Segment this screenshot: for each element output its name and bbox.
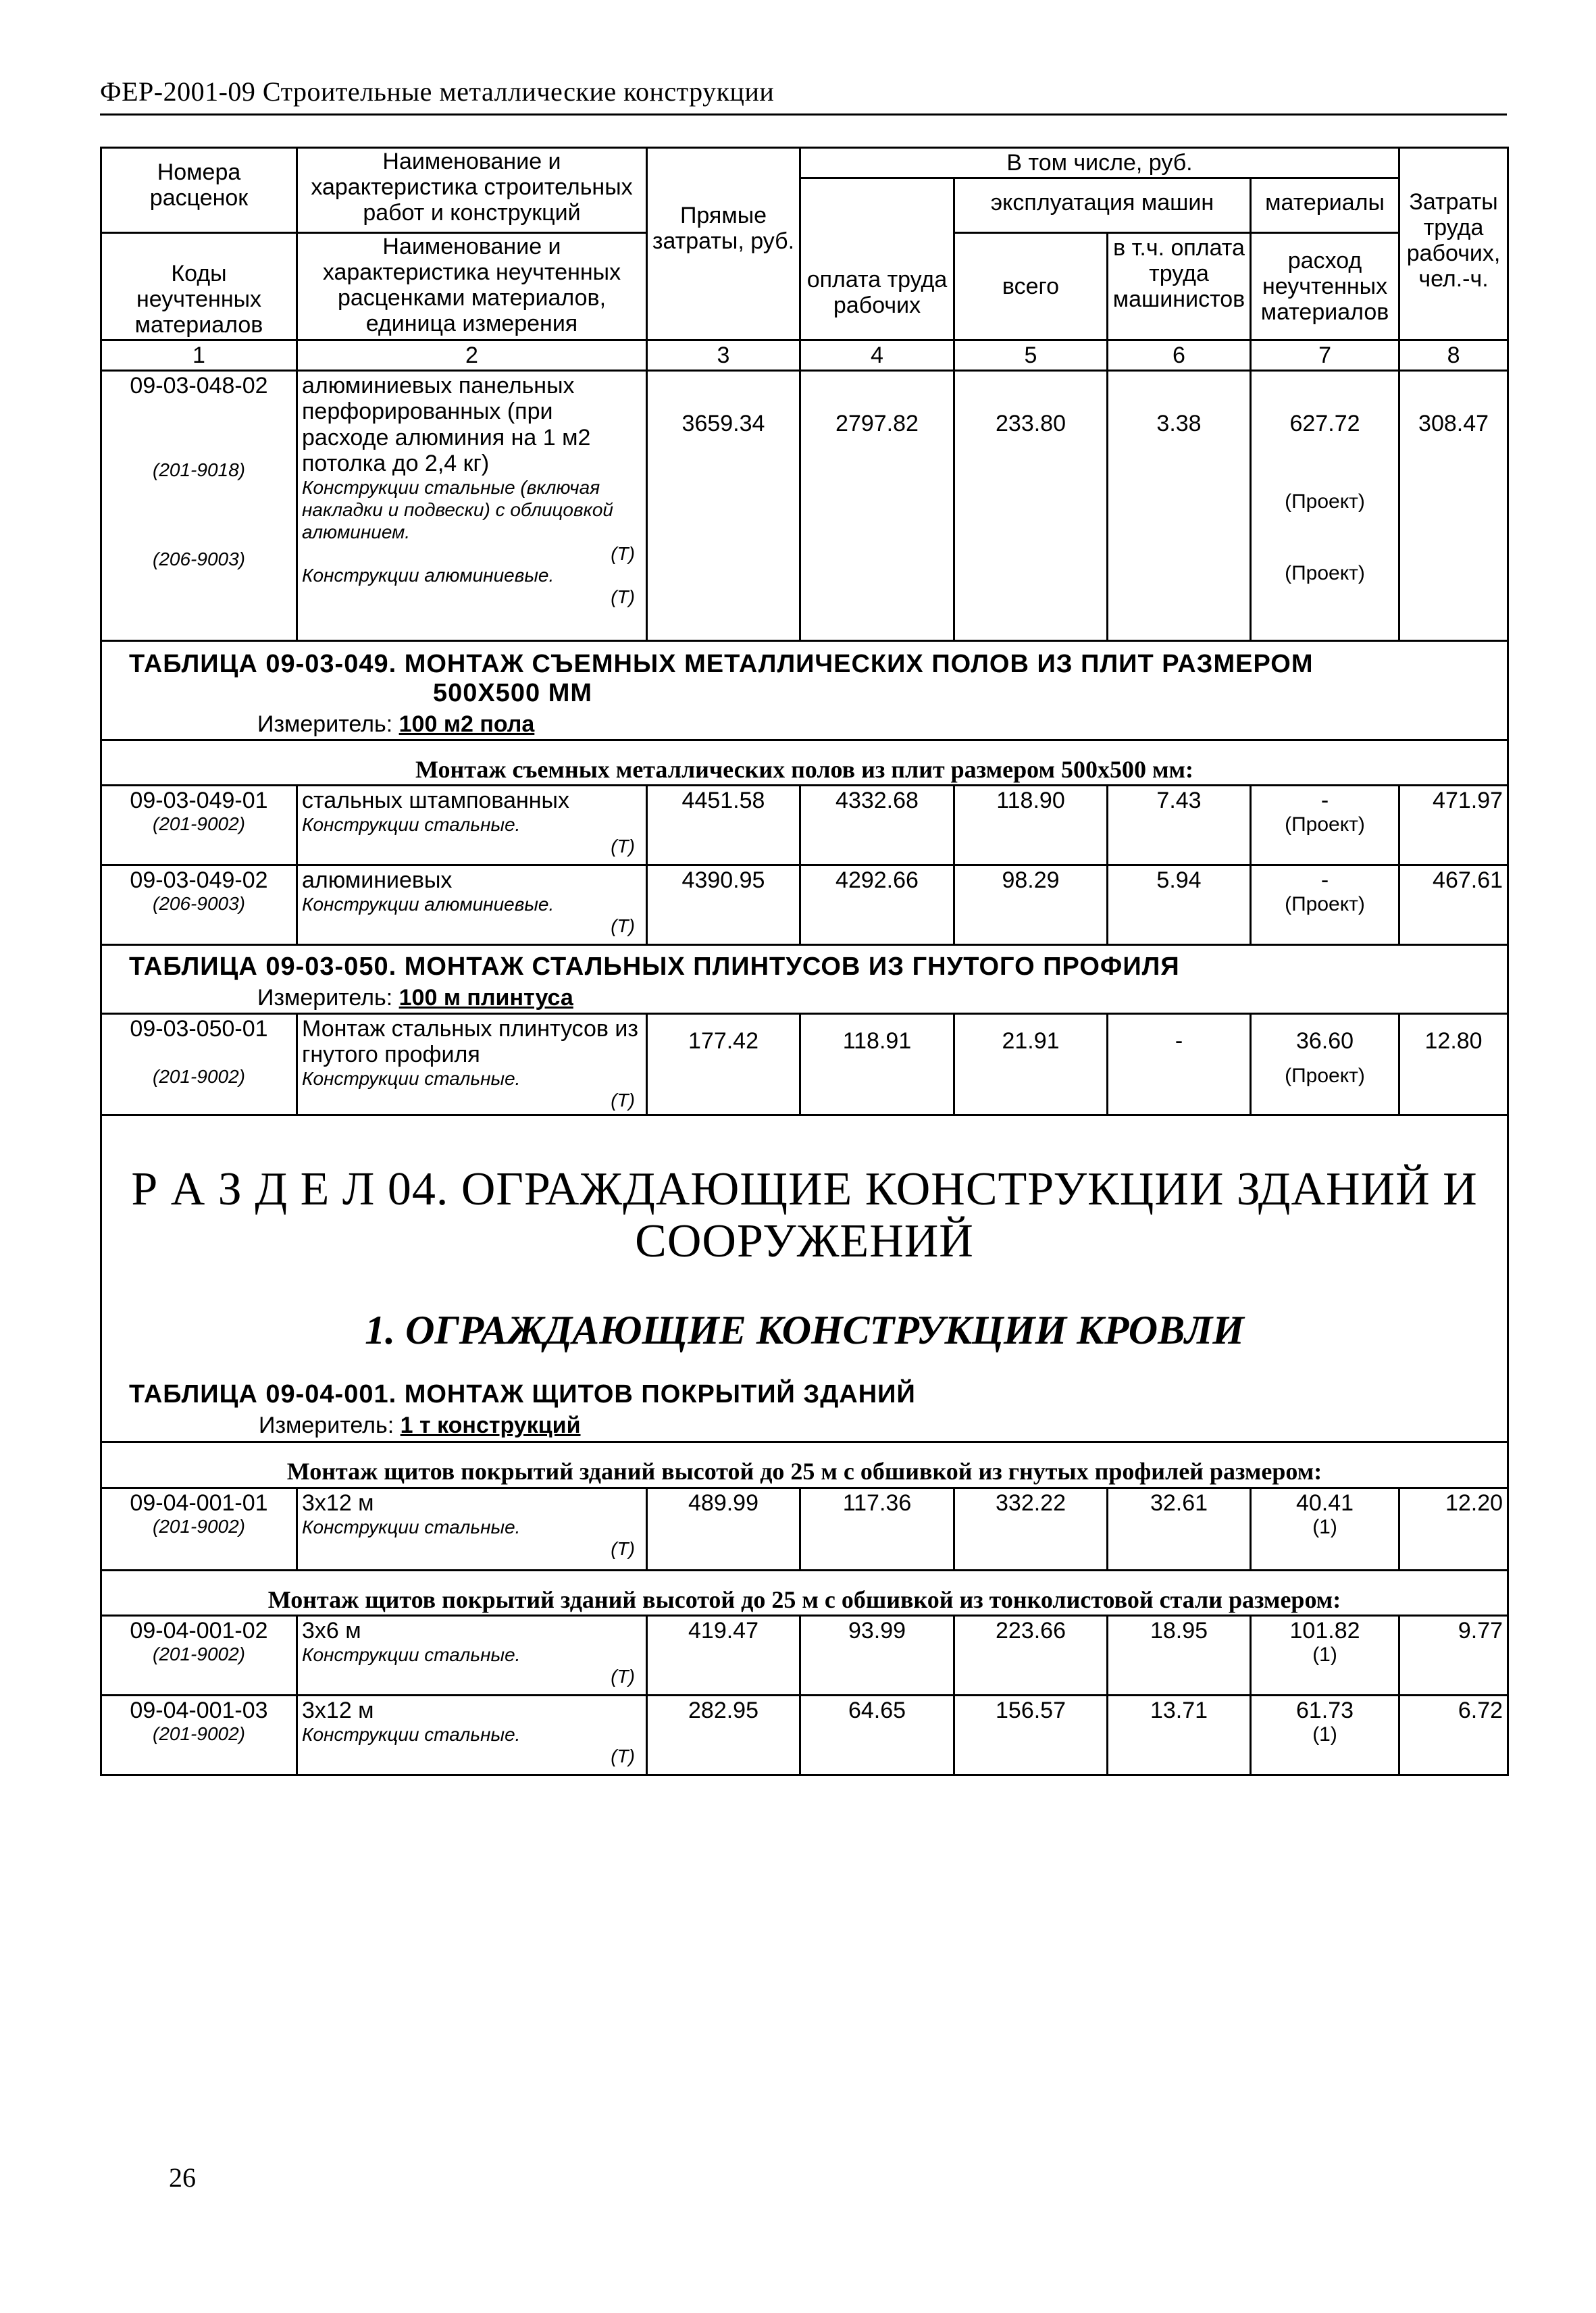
col-num-6: 6 — [1108, 340, 1251, 371]
table-row-050-01 — [101, 1013, 1508, 1115]
mat-name: Конструкции алюминиевые. — [302, 565, 555, 586]
direct-cost: 4451.58 — [647, 785, 800, 865]
mat-value: (Проект) — [1285, 562, 1365, 585]
row-name: стальных штампованных — [302, 787, 569, 813]
unit-t: (Т) — [611, 1089, 635, 1111]
header-col5: всего — [954, 233, 1108, 340]
labor-hours: 308.47 — [1399, 371, 1508, 641]
machinists-cost: 5.94 — [1108, 865, 1251, 944]
price-table — [100, 147, 1509, 1776]
measure-line — [102, 1413, 1507, 1438]
direct-cost: 3659.34 — [647, 371, 800, 641]
mat-value: (1) — [1312, 1644, 1337, 1667]
code-cell — [101, 1013, 297, 1115]
mat-code: (201-9018) — [153, 459, 245, 481]
section-title-line: СООРУЖЕНИЙ — [635, 1215, 974, 1267]
section-subtitle: 1. ОГРАЖДАЮЩИЕ КОНСТРУКЦИИ КРОВЛИ — [365, 1307, 1244, 1352]
row-name: 3х12 м — [302, 1490, 374, 1516]
machinists-cost: 13.71 — [1108, 1695, 1251, 1775]
materials-cost: - — [1320, 787, 1329, 813]
row-name: 3х12 м — [302, 1697, 374, 1723]
table-subtitle: Монтаж щитов покрытий зданий высотой до 25 м с обшивкой из гнутых профилей размером: — [101, 1442, 1508, 1488]
labor-hours: 12.20 — [1399, 1488, 1508, 1570]
materials-cell — [1251, 1488, 1399, 1570]
labor-cost: 117.36 — [800, 1488, 954, 1570]
code-cell — [101, 1695, 297, 1775]
mat-code: (201-9002) — [153, 1644, 245, 1665]
labor-hours: 12.80 — [1399, 1013, 1508, 1115]
machines-cost: 233.80 — [954, 371, 1108, 641]
machines-cost: 98.29 — [954, 865, 1108, 944]
header-col7: расход неучтенных материалов — [1251, 233, 1399, 340]
row-code: 09-04-001-03 — [130, 1697, 268, 1723]
subtitle-row — [101, 1570, 1508, 1615]
col-num-4: 4 — [800, 340, 954, 371]
table-title-row — [101, 641, 1508, 740]
name-cell — [297, 865, 647, 944]
labor-cost: 4292.66 — [800, 865, 954, 944]
measure-value: 100 м2 пола — [398, 711, 535, 738]
code-cell — [101, 1488, 297, 1570]
table-row-001-01 — [101, 1488, 1508, 1570]
name-cell — [297, 1615, 647, 1695]
column-number-row — [101, 340, 1508, 371]
materials-cell — [1251, 785, 1399, 865]
materials-cell — [1251, 865, 1399, 944]
measure-label: Измеритель: — [257, 711, 393, 738]
header-incl: В том числе, руб. — [800, 148, 1399, 178]
unit-t: (Т) — [611, 586, 635, 608]
col-num-8: 8 — [1399, 340, 1508, 371]
labor-cost: 118.91 — [800, 1013, 954, 1115]
mat-code: (201-9002) — [153, 1065, 245, 1087]
header-rule — [100, 113, 1507, 116]
table-row-049-02 — [101, 865, 1508, 944]
table-title-050 — [101, 944, 1508, 1013]
row-code: 09-03-048-02 — [130, 373, 268, 399]
row-code: 09-03-049-02 — [130, 867, 268, 893]
mat-value: (Проект) — [1285, 490, 1365, 513]
materials-cell — [1251, 1695, 1399, 1775]
measure-value: 100 м плинтуса — [398, 985, 573, 1011]
subtitle-row — [101, 740, 1508, 785]
row-name: алюминиевых — [302, 867, 453, 893]
labor-hours: 471.97 — [1399, 785, 1508, 865]
header-col3: Прямые затраты, руб. — [647, 148, 800, 340]
unit-t: (Т) — [611, 542, 635, 564]
name-cell — [297, 785, 647, 865]
table-row-048-02 — [101, 371, 1508, 641]
machinists-cost: 7.43 — [1108, 785, 1251, 865]
name-cell — [297, 1013, 647, 1115]
table-title-049 — [101, 641, 1508, 740]
measure-line — [129, 985, 1503, 1011]
materials-cost: 40.41 — [1295, 1490, 1354, 1516]
machines-cost: 21.91 — [954, 1013, 1108, 1115]
materials-cell — [1251, 1615, 1399, 1695]
mat-code: (201-9002) — [153, 813, 245, 834]
name-cell — [297, 1488, 647, 1570]
direct-cost: 4390.95 — [647, 865, 800, 944]
mat-value: (Проект) — [1285, 813, 1365, 836]
header-col2-top: Наименование и характеристика строительных работ и конструкций — [297, 148, 647, 233]
mat-value: (Проект) — [1285, 892, 1365, 915]
unit-t: (Т) — [611, 835, 635, 857]
unit-t: (Т) — [611, 915, 635, 936]
measure-value: 1 т конструкций — [400, 1413, 581, 1439]
code-cell — [101, 371, 297, 641]
row-name: алюминиевых панельных перфорированных (при расходе алюминия на 1 м2 потолка до 2,4 кг) — [302, 373, 591, 476]
mat-name: Конструкции стальные. — [302, 1644, 521, 1666]
mat-value: (1) — [1312, 1723, 1337, 1746]
col-num-5: 5 — [954, 340, 1108, 371]
machines-cost: 156.57 — [954, 1695, 1108, 1775]
mat-code: (201-9002) — [153, 1723, 245, 1745]
materials-cost: - — [1320, 867, 1329, 893]
mat-code: (201-9002) — [153, 1515, 245, 1537]
mat-name: Конструкции стальные. — [302, 813, 521, 835]
measure-label: Измеритель: — [257, 985, 393, 1011]
col-num-1: 1 — [101, 340, 297, 371]
row-name: Монтаж стальных плинтусов из гнутого профиля — [302, 1015, 638, 1067]
machinists-cost: - — [1108, 1013, 1251, 1115]
header-col2-bottom: Наименование и характеристика неучтенных расценками материалов, единица измерения — [297, 233, 647, 340]
code-cell — [101, 1615, 297, 1695]
labor-cost: 4332.68 — [800, 785, 954, 865]
row-code: 09-03-050-01 — [130, 1015, 268, 1042]
table-subtitle: Монтаж съемных металлических полов из плит размером 500х500 мм: — [101, 740, 1508, 785]
machines-cost: 332.22 — [954, 1488, 1108, 1570]
mat-name: Конструкции алюминиевые. — [302, 893, 555, 915]
name-cell — [297, 1695, 647, 1775]
materials-cell — [1251, 371, 1399, 641]
section-block — [101, 1115, 1508, 1442]
labor-hours: 9.77 — [1399, 1615, 1508, 1695]
table-title-line: ТАБЛИЦА 09-03-050. МОНТАЖ СТАЛЬНЫХ ПЛИНТУСОВ ИЗ ГНУТОГО ПРОФИЛЯ — [129, 952, 1180, 981]
header-row-1 — [101, 148, 1508, 178]
mat-value: (Проект) — [1285, 1064, 1365, 1087]
materials-cost: 61.73 — [1295, 1697, 1354, 1723]
table-title-001: ТАБЛИЦА 09-04-001. МОНТАЖ ЩИТОВ ПОКРЫТИЙ ЗДАНИЙ — [129, 1379, 916, 1408]
header-col1-bottom: Коды неучтенных материалов — [101, 233, 297, 340]
header-machines: эксплуатация машин — [954, 178, 1251, 233]
row-name: 3х6 м — [302, 1617, 361, 1644]
section-title-line: Р А З Д Е Л 04. ОГРАЖДАЮЩИЕ КОНСТРУКЦИИ ЗДАНИЙ И — [131, 1163, 1478, 1215]
table-row-049-01 — [101, 785, 1508, 865]
header-materials: материалы — [1251, 178, 1399, 233]
table-row-001-02 — [101, 1615, 1508, 1695]
direct-cost: 489.99 — [647, 1488, 800, 1570]
labor-hours: 6.72 — [1399, 1695, 1508, 1775]
materials-cost: 101.82 — [1289, 1617, 1360, 1644]
measure-label: Измеритель: — [259, 1413, 394, 1439]
unit-t: (Т) — [611, 1537, 635, 1559]
table-title-line: ТАБЛИЦА 09-03-049. МОНТАЖ СЪЕМНЫХ МЕТАЛЛИЧЕСКИХ ПОЛОВ ИЗ ПЛИТ РАЗМЕРОМ — [129, 650, 1314, 679]
materials-cell — [1251, 1013, 1399, 1115]
machinists-cost: 32.61 — [1108, 1488, 1251, 1570]
section-row — [101, 1115, 1508, 1442]
mat-name: Конструкции стальные. — [302, 1724, 521, 1746]
mat-value: (1) — [1312, 1515, 1337, 1538]
mat-name: Конструкции стальные (включая накладки и подвески) с облицовкой алюминием. — [302, 476, 613, 542]
mat-code: (206-9003) — [153, 892, 245, 914]
col-num-7: 7 — [1251, 340, 1399, 371]
page-header: ФЕР-2001-09 Строительные металлические конструкции — [100, 76, 775, 107]
machines-cost: 223.66 — [954, 1615, 1108, 1695]
page-number: 26 — [169, 2162, 196, 2193]
row-code: 09-03-049-01 — [130, 787, 268, 813]
materials-cost: 36.60 — [1295, 1027, 1354, 1054]
row-code: 09-04-001-01 — [130, 1490, 268, 1516]
table-title-row — [101, 944, 1508, 1013]
machines-cost: 118.90 — [954, 785, 1108, 865]
mat-code: (206-9003) — [153, 548, 245, 569]
machinists-cost: 3.38 — [1108, 371, 1251, 641]
row-code: 09-04-001-02 — [130, 1617, 268, 1644]
header-col8: Затраты труда рабочих, чел.-ч. — [1399, 148, 1508, 340]
mat-name: Конструкции стальные. — [302, 1067, 521, 1089]
table-row-001-03 — [101, 1695, 1508, 1775]
labor-cost: 2797.82 — [800, 371, 954, 641]
table-title-line: 500Х500 ММ — [433, 678, 593, 707]
subtitle-row — [101, 1442, 1508, 1488]
code-cell — [101, 865, 297, 944]
direct-cost: 282.95 — [647, 1695, 800, 1775]
section-title — [102, 1116, 1507, 1267]
measure-line — [129, 711, 1503, 737]
header-col1-top: Номера расценок — [101, 148, 297, 233]
unit-t: (Т) — [611, 1666, 635, 1687]
labor-cost: 93.99 — [800, 1615, 954, 1695]
col-num-3: 3 — [647, 340, 800, 371]
direct-cost: 419.47 — [647, 1615, 800, 1695]
name-cell — [297, 371, 647, 641]
direct-cost: 177.42 — [647, 1013, 800, 1115]
header-col4: оплата труда рабочих — [800, 178, 954, 340]
code-cell — [101, 785, 297, 865]
mat-name: Конструкции стальные. — [302, 1516, 521, 1537]
unit-t: (Т) — [611, 1746, 635, 1767]
machinists-cost: 18.95 — [1108, 1615, 1251, 1695]
materials-cost: 627.72 — [1289, 411, 1360, 437]
labor-hours: 467.61 — [1399, 865, 1508, 944]
header-col6: в т.ч. оплата труда машинистов — [1108, 233, 1251, 340]
labor-cost: 64.65 — [800, 1695, 954, 1775]
col-num-2: 2 — [297, 340, 647, 371]
table-subtitle: Монтаж щитов покрытий зданий высотой до 25 м с обшивкой из тонколистовой стали размером: — [101, 1570, 1508, 1615]
